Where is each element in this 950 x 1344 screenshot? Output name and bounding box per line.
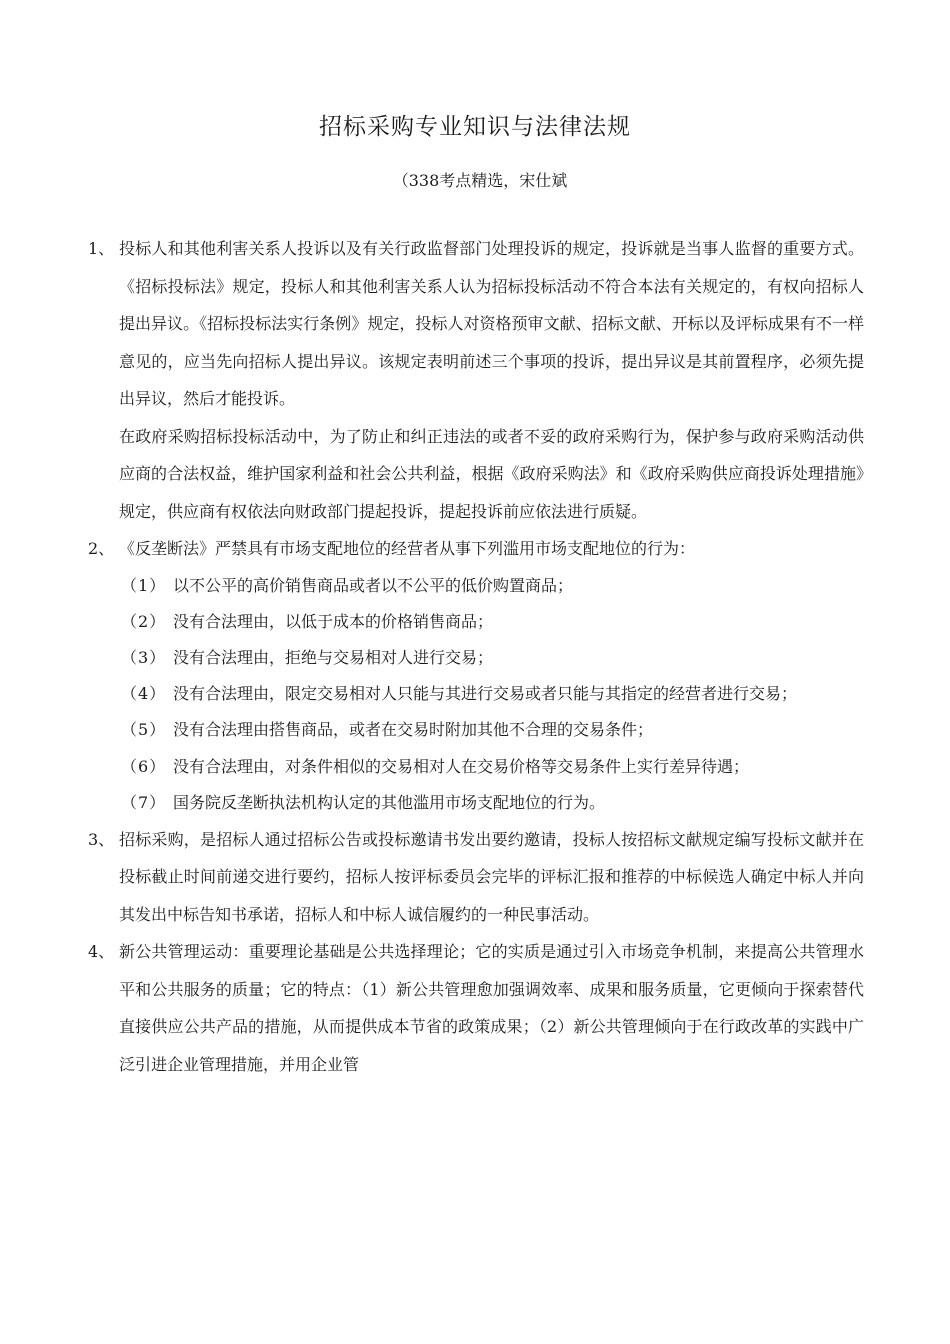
sub-item-number: （5） — [121, 720, 167, 740]
list-item-4 — [0, 933, 950, 1083]
list-item-2 — [0, 530, 950, 821]
item-paragraph: 投标人和其他利害关系人投诉以及有关行政监督部门处理投诉的规定，投诉就是当事人监督的重要方式。《招标投标法》规定，投标人和其他利害关系人认为招标投标活动不符合本法有关规定的，有权向招标人提出异议。《招标投标法实行条例》规定，投标人对资格预审文献、招标文献、开标以及评标成果有不一样意见的，应当先向招标人提出异议。该规定表明前述三个事项的投诉，提出异议是其前置程序，必须先提出异议，然后才能投诉。 — [119, 239, 864, 408]
sub-item — [0, 785, 950, 821]
item-number: 1、 — [88, 239, 115, 258]
document-subtitle: （338考点精选，宋仕斌 — [392, 171, 568, 190]
sub-item — [0, 712, 950, 748]
sub-item-text: 没有合法理由，拒绝与交易相对人进行交易； — [173, 647, 494, 667]
sub-item — [0, 749, 950, 785]
document-body — [0, 230, 950, 1083]
item-paragraph: 《反垄断法》严禁具有市场支配地位的经营者从事下列滥用市场支配地位的行为： — [119, 539, 696, 558]
sub-item-text: 国务院反垄断执法机构认定的其他滥用市场支配地位的行为。 — [173, 792, 606, 812]
sub-item-text: 以不公平的高价销售商品或者以不公平的低价购置商品； — [173, 575, 574, 595]
item-paragraph: 招标采购，是招标人通过招标公告或投标邀请书发出要约邀请，投标人按招标文献规定编写投标文献并在投标截止时间前递交进行要约，招标人按评标委员会完毕的评标汇报和推荐的中标候选人确定中标人并向其发出中标告知书承诺，招标人和中标人诚信履约的一种民事活动。 — [119, 829, 864, 924]
item-paragraph: 新公共管理运动：重要理论基础是公共选择理论；它的实质是通过引入市场竞争机制，来提高公共管理水平和公共服务的质量；它的特点：（1）新公共管理愈加强调效率、成果和服务质量，它更倾向于探索替代直接供应公共产品的措施，从而提供成本节省的政策成果；（2）新公共管理倾向于在行政改革的实践中广泛引进企业管理措施，并用企业管 — [119, 942, 864, 1074]
sub-item-number: （3） — [121, 647, 167, 667]
sub-item-number: （6） — [121, 756, 167, 776]
sub-item-text: 没有合法理由，限定交易相对人只能与其进行交易或者只能与其指定的经营者进行交易； — [173, 684, 798, 704]
document-title: 招标采购专业知识与法律法规 — [319, 114, 631, 140]
item-number: 3、 — [88, 829, 115, 849]
sub-item — [0, 640, 950, 676]
list-item-3 — [0, 821, 950, 934]
sub-item-number: （1） — [121, 575, 167, 595]
sub-item — [0, 604, 950, 640]
sub-item — [0, 568, 950, 604]
sub-item-number: （2） — [121, 611, 167, 631]
sub-item-text: 没有合法理由，以低于成本的价格销售商品； — [173, 611, 494, 631]
sub-item — [0, 676, 950, 712]
sub-item-number: （4） — [121, 684, 167, 704]
item-paragraph: 在政府采购招标投标活动中，为了防止和纠正违法的或者不妥的政府采购行为，保护参与政府采购活动供应商的合法权益，维护国家利益和社会公共利益，根据《政府采购法》和《政府采购供应商投诉处理措施》规定，供应商有权依法向财政部门提起投诉，提起投诉前应依法进行质疑。 — [119, 426, 864, 521]
item-number: 4、 — [88, 942, 115, 962]
sub-item-text: 没有合法理由搭售商品，或者在交易时附加其他不合理的交易条件； — [173, 720, 654, 740]
sub-item-number: （7） — [121, 792, 167, 812]
list-item-1 — [0, 230, 950, 530]
item-number: 2、 — [88, 539, 115, 558]
sub-item-text: 没有合法理由，对条件相似的交易相对人在交易价格等交易条件上实行差异待遇； — [173, 756, 750, 776]
